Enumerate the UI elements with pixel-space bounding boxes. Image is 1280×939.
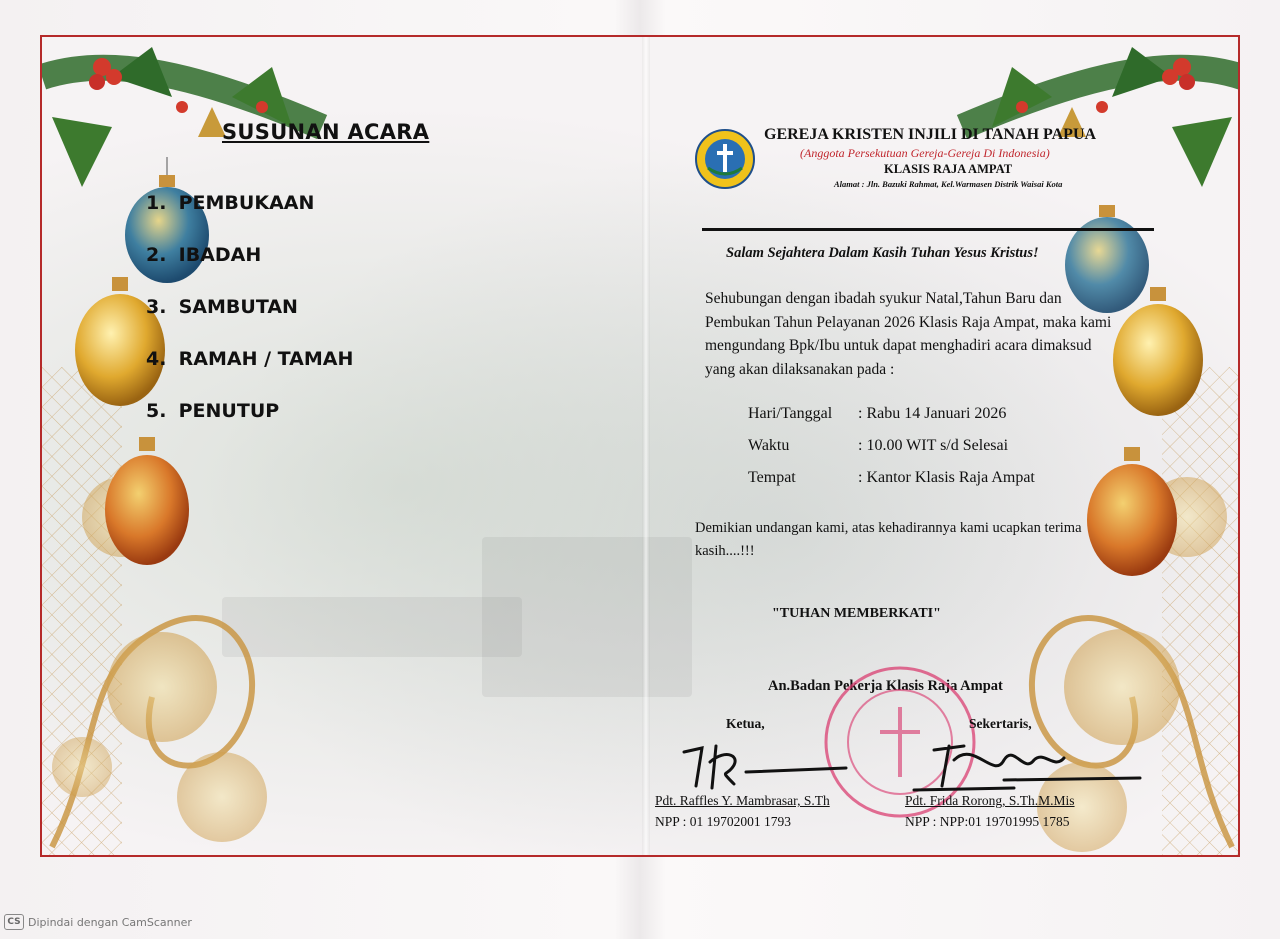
detail-row: Waktu : 10.00 WIT s/d Selesai bbox=[748, 437, 1009, 454]
agenda-item: 1. PEMBUKAAN bbox=[146, 192, 315, 214]
org-subtitle: (Anggota Persekutuan Gereja-Gereja Di Indonesia) bbox=[800, 146, 1050, 160]
center-fold bbox=[642, 37, 650, 855]
blessing: "TUHAN MEMBERKATI" bbox=[772, 606, 941, 621]
event-details bbox=[748, 401, 1035, 497]
scanner-watermark bbox=[4, 914, 192, 930]
on-behalf-line: An.Badan Pekerja Klasis Raja Ampat bbox=[768, 678, 1003, 694]
signature-chair bbox=[676, 738, 856, 794]
church-logo-icon bbox=[694, 128, 756, 190]
agenda-title: SUSUNAN ACARA bbox=[222, 120, 430, 144]
agenda-item: 4. RAMAH / TAMAH bbox=[146, 348, 354, 370]
scanner-text: Dipindai dengan CamScanner bbox=[28, 915, 192, 929]
secretary-npp: NPP : NPP:01 19701995 1785 bbox=[905, 814, 1070, 829]
role-secretary: Sekertaris, bbox=[969, 716, 1032, 731]
chair-name: Pdt. Raffles Y. Mambrasar, S.Th bbox=[655, 793, 830, 808]
signature-secretary bbox=[904, 730, 1144, 794]
detail-row: Hari/Tanggal : Rabu 14 Januari 2026 bbox=[748, 405, 1007, 422]
agenda-list bbox=[146, 190, 353, 450]
secretary-name: Pdt. Frida Rorong, S.Th.M.Mis bbox=[905, 793, 1075, 808]
agenda-item: 5. PENUTUP bbox=[146, 400, 280, 422]
greeting: Salam Sejahtera Dalam Kasih Tuhan Yesus Kristus! bbox=[726, 245, 1039, 261]
detail-row: Tempat : Kantor Klasis Raja Ampat bbox=[748, 469, 1035, 486]
agenda-item: 3. SAMBUTAN bbox=[146, 296, 298, 318]
org-klasis: KLASIS RAJA AMPAT bbox=[884, 162, 1013, 176]
role-chair: Ketua, bbox=[726, 716, 765, 731]
org-name: GEREJA KRISTEN INJILI DI TANAH PAPUA bbox=[764, 126, 1097, 143]
chair-npp: NPP : 01 19702001 1793 bbox=[655, 814, 792, 829]
camscanner-icon: CS bbox=[4, 914, 24, 930]
org-address: Alamat : Jln. Bazuki Rahmat, Kel.Warmasen Distrik Waisai Kota bbox=[834, 179, 1063, 189]
ornament-orange-icon bbox=[102, 432, 192, 572]
letterhead-divider bbox=[702, 228, 1154, 231]
invitation-body: Sehubungan dengan ibadah syukur Natal,Tahun Baru dan Pembukan Tahun Pelayanan 2026 Klasis Raja Ampat, maka kami mengundang Bpk/Ibu untuk dapat menghadiri acara dimaksud yang akan dilaksanakan pada : bbox=[705, 290, 1112, 378]
closing-text: Demikian undangan kami, atas kehadirannya kami ucapkan terima kasih....!!! bbox=[695, 520, 1082, 559]
agenda-item: 2. IBADAH bbox=[146, 244, 262, 266]
